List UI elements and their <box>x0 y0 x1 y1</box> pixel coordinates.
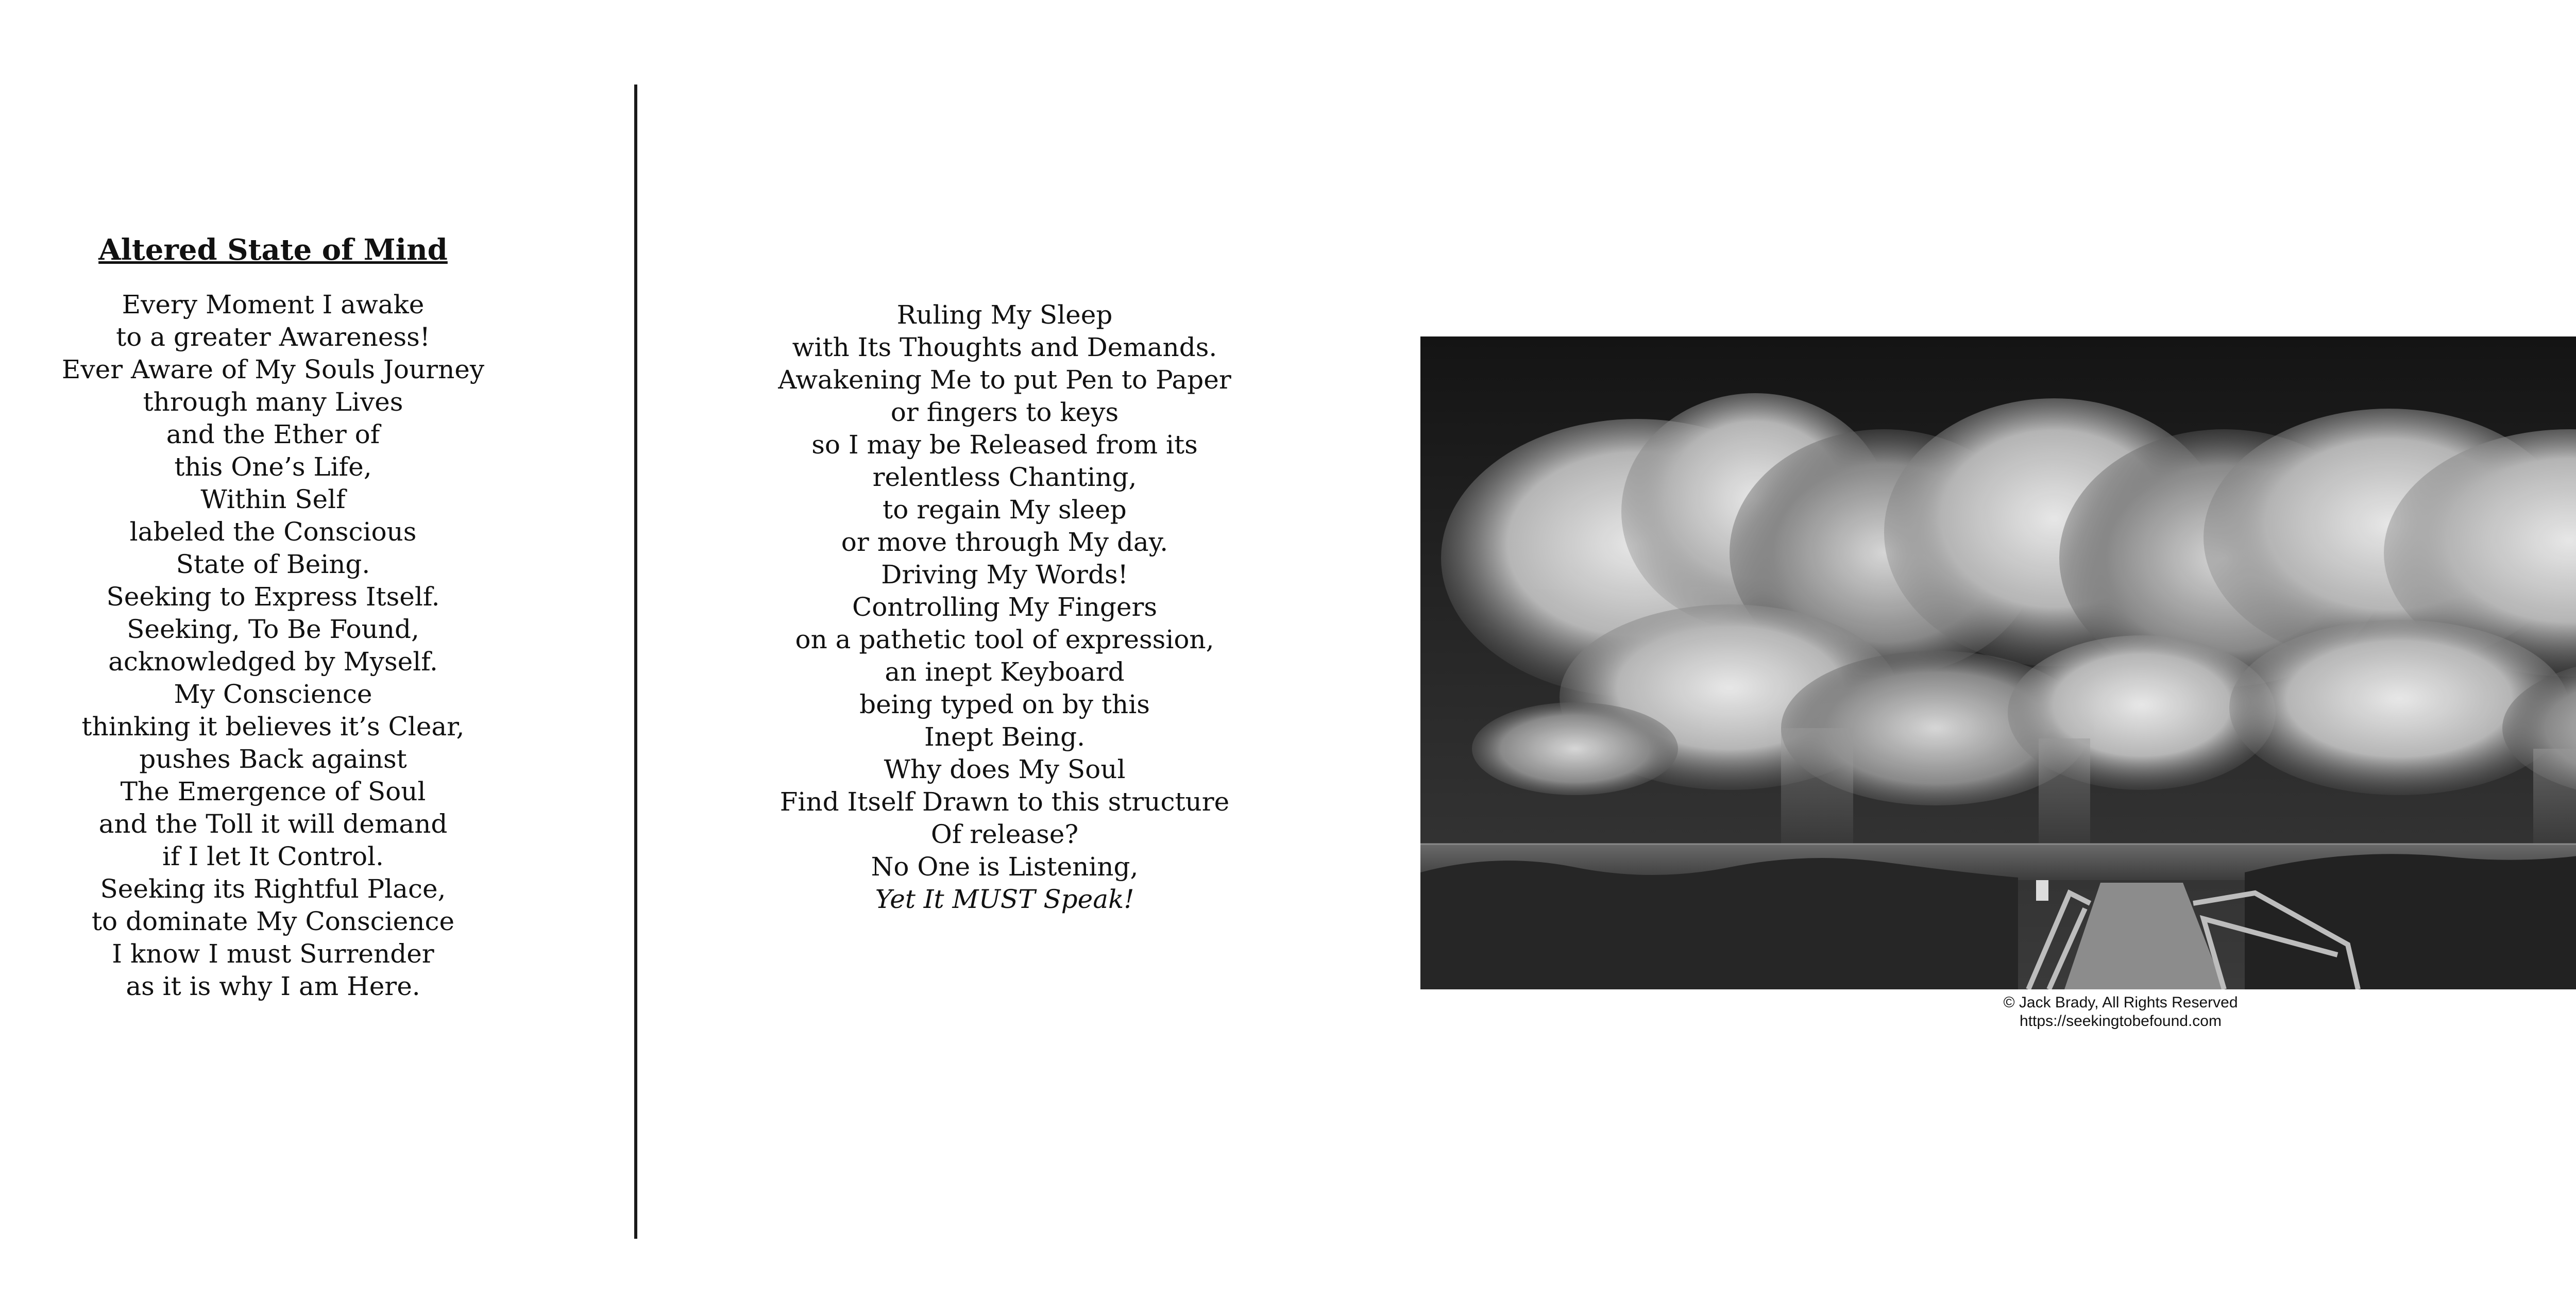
poem-line: Find Itself Drawn to this structure <box>779 787 1230 817</box>
poem-line: Seeking to Express Itself. <box>106 582 440 612</box>
poem-title: Altered State of Mind <box>98 233 448 267</box>
poem-line: Inept Being. <box>924 722 1085 752</box>
stanza <box>31 678 515 873</box>
poem-line: Why does My Soul <box>884 754 1126 784</box>
poem-line: if I let It Control. <box>162 841 384 871</box>
poem-line: I know I must Surrender <box>112 939 434 969</box>
poem-line: thinking it believes it’s Clear, <box>81 712 465 742</box>
stanza <box>732 364 1278 559</box>
stanza <box>732 753 1278 851</box>
column-divider <box>634 85 637 1239</box>
photo-caption <box>1420 993 2576 1031</box>
poem-line: pushes Back against <box>139 744 407 774</box>
poem-line: and the Ether of <box>166 419 380 449</box>
poem-line: Ruling My Sleep <box>896 300 1113 330</box>
poem-line: Seeking, To Be Found, <box>127 614 419 644</box>
cloud-mass <box>1441 393 2576 805</box>
poem-line: State of Being. <box>176 549 370 579</box>
poem-line: My Conscience <box>174 679 372 709</box>
poem-line: an inept Keyboard <box>885 657 1125 687</box>
poem-line: so I may be Released from its <box>811 430 1198 460</box>
poem-line: being typed on by this <box>859 689 1150 719</box>
stanza <box>732 299 1278 364</box>
poem-line: relentless Chanting, <box>872 462 1137 492</box>
stanza <box>732 851 1278 883</box>
poem-line: Seeking its Rightful Place, <box>100 874 446 904</box>
poem-line: Of release? <box>930 819 1079 849</box>
poem-line: or move through My day. <box>841 527 1168 557</box>
stanza <box>31 873 515 1003</box>
poem-line: Within Self <box>200 484 346 514</box>
poem-left-column <box>31 232 515 1003</box>
left-stanza-container <box>31 289 515 1003</box>
poem-line: No One is Listening, <box>871 852 1139 882</box>
poem-line: with Its Thoughts and Demands. <box>792 332 1217 362</box>
poem-line: this One’s Life, <box>174 452 372 482</box>
stanza <box>31 289 515 353</box>
storm-clouds-beach-photo <box>1420 336 2576 989</box>
copyright-text: © Jack Brady, All Rights Reserved <box>2003 994 2238 1011</box>
poem-line: through many Lives <box>143 387 403 417</box>
poem-line: as it is why I am Here. <box>126 971 420 1001</box>
poem-line: or fingers to keys <box>890 397 1119 427</box>
stanza <box>31 581 515 678</box>
poem-line: to regain My sleep <box>883 495 1127 525</box>
poem-line: on a pathetic tool of expression, <box>795 625 1214 654</box>
website-url: https://seekingtobefound.com <box>2020 1013 2222 1030</box>
stanza <box>31 353 515 581</box>
poem-middle-column <box>732 299 1278 916</box>
poem-line: Controlling My Fingers <box>852 592 1158 622</box>
stanza <box>732 559 1278 753</box>
poem-line: Driving My Words! <box>881 560 1128 589</box>
poem-closing-line: Yet It MUST Speak! <box>875 884 1134 914</box>
middle-stanza-container <box>732 299 1278 883</box>
poem-line: to a greater Awareness! <box>116 322 430 352</box>
poem-line: labeled the Conscious <box>129 517 417 547</box>
poem-line: to dominate My Conscience <box>91 906 455 936</box>
poem-line: Every Moment I awake <box>122 290 425 319</box>
poem-line: The Emergence of Soul <box>120 777 426 806</box>
poem-line: Awakening Me to put Pen to Paper <box>778 365 1231 395</box>
poem-line: and the Toll it will demand <box>98 809 448 839</box>
poem-line: Ever Aware of My Souls Journey <box>61 355 485 384</box>
poem-line: acknowledged by Myself. <box>108 647 438 677</box>
